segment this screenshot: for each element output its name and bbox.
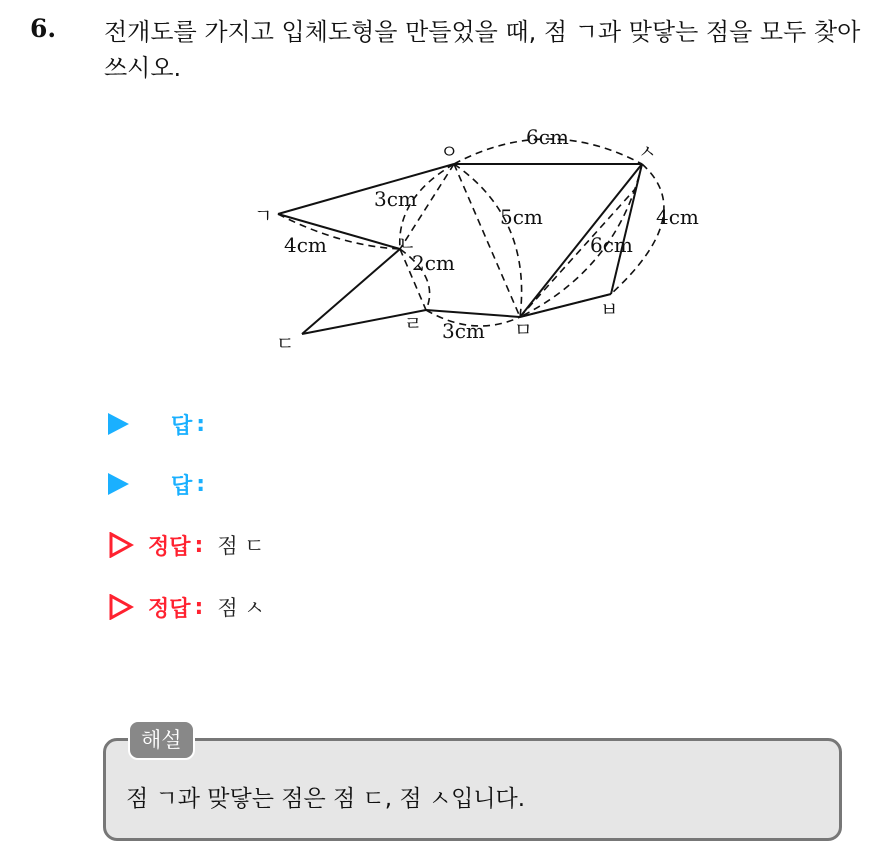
correct-row-1 <box>108 525 265 565</box>
length-label-os: 6cm <box>526 125 569 149</box>
length-label-og: 3cm <box>374 187 417 211</box>
length-label-sm: 6cm <box>590 233 633 257</box>
answer-marker-icon <box>108 473 129 495</box>
vertex-label-g: ㄱ <box>254 205 273 227</box>
length-label-om: 5cm <box>500 205 543 229</box>
vertex-label-d: ㄷ <box>276 333 295 355</box>
answer-colon: : <box>196 471 206 497</box>
correct-label: 정답 <box>148 534 191 560</box>
question-text: 전개도를 가지고 입체도형을 만들었을 때, 점 ㄱ과 맞닿는 점을 모두 찾아 쓰시오. <box>104 18 861 82</box>
vertex-label-m: ㅁ <box>514 319 533 341</box>
answer-row-1 <box>108 404 219 444</box>
vertex-label-n: ㄴ <box>398 233 417 255</box>
correct-marker-icon <box>108 594 134 620</box>
explanation-text: 점 ㄱ과 맞닿는 점은 점 ㄷ, 점 ㅅ입니다. <box>126 786 526 812</box>
correct-value: 점 ㄷ <box>217 534 265 558</box>
length-label-nr: 2cm <box>412 251 455 275</box>
fold-o-m <box>454 164 520 317</box>
answer-label: 답 <box>171 473 193 499</box>
explanation-tab: 해설 <box>128 720 195 760</box>
answer-label: 답 <box>171 413 193 439</box>
net-diagram <box>250 118 720 358</box>
correct-colon: : <box>194 594 204 620</box>
correct-row-2 <box>108 587 265 627</box>
correct-label: 정답 <box>148 596 191 622</box>
length-label-gn: 4cm <box>284 233 327 257</box>
answer-colon: : <box>196 411 206 437</box>
correct-colon: : <box>194 532 204 558</box>
answer-row-2 <box>108 464 219 504</box>
question-number: 6. <box>30 14 57 43</box>
edge-n-d <box>302 249 400 334</box>
correct-value: 점 ㅅ <box>217 596 265 620</box>
vertex-label-s: ㅅ <box>638 141 657 163</box>
length-label-sb: 4cm <box>656 205 699 229</box>
answer-marker-icon <box>108 413 129 435</box>
length-label-rm: 3cm <box>442 319 485 343</box>
edge-r-m <box>426 310 520 317</box>
correct-marker-icon <box>108 532 134 558</box>
vertex-label-r: ㄹ <box>404 313 423 335</box>
vertex-label-o: ㅇ <box>440 141 459 163</box>
vertex-label-b: ㅂ <box>600 299 619 321</box>
